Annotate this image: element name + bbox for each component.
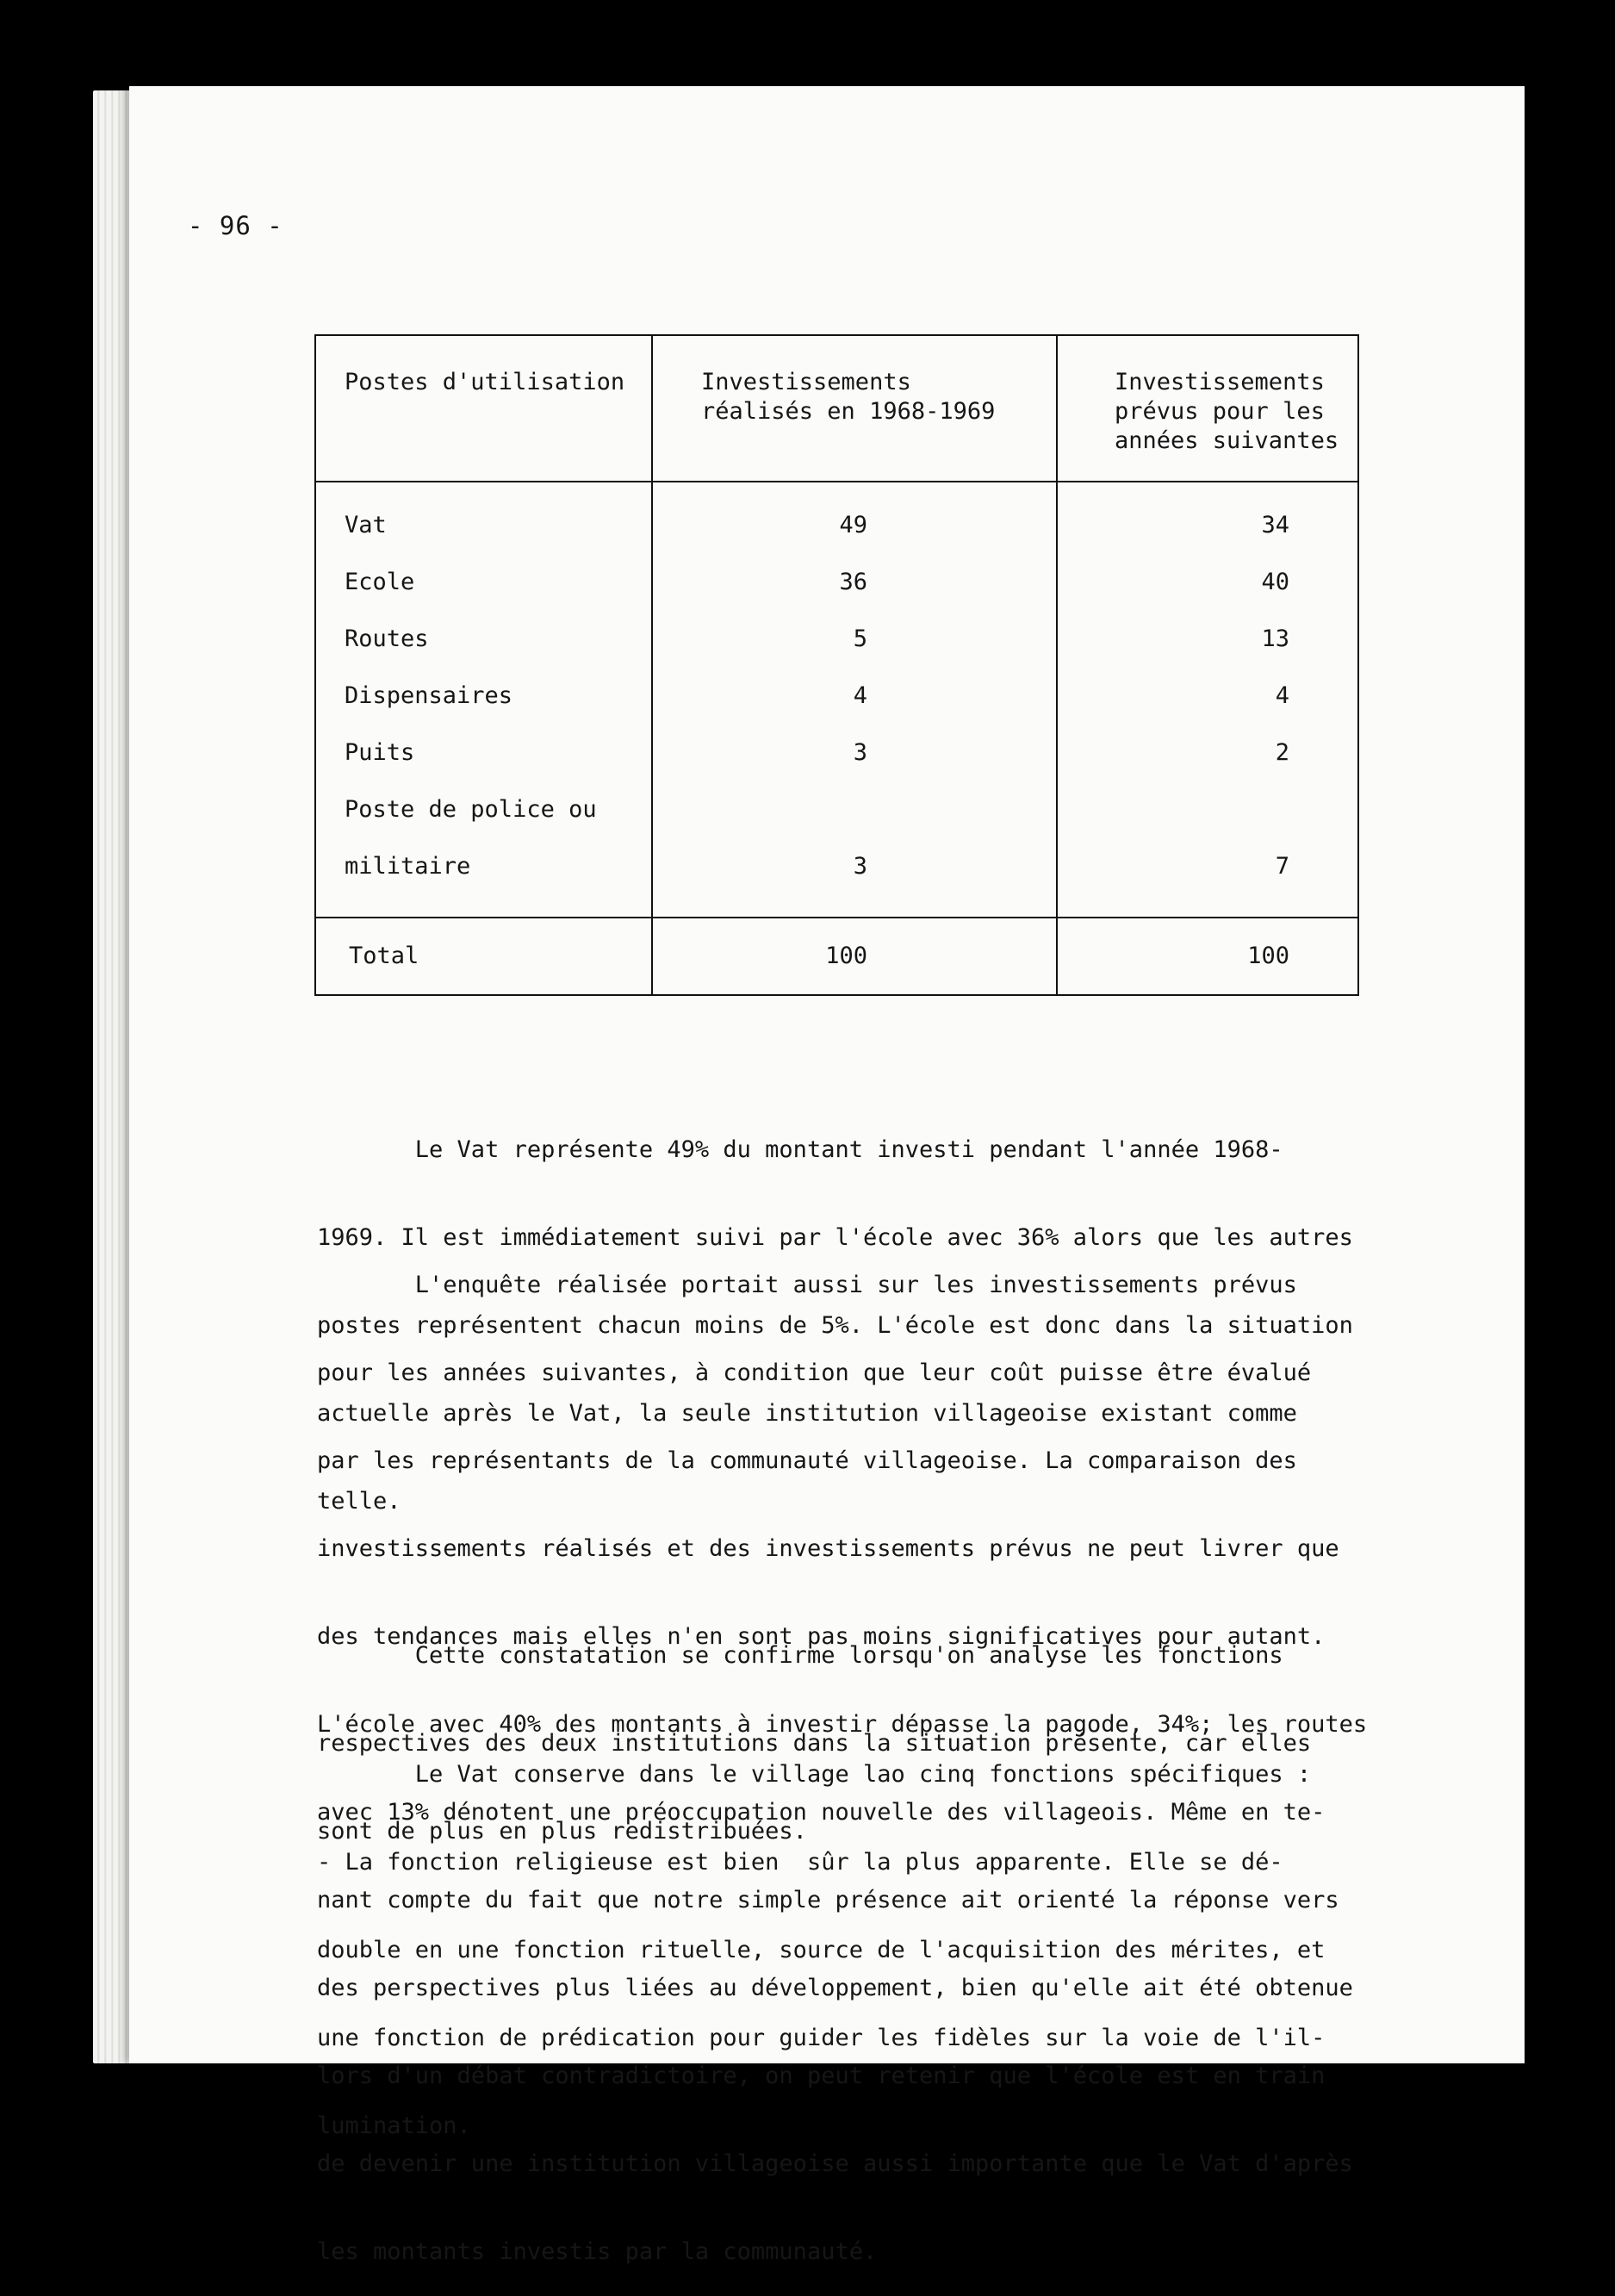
row-value-realises: 3 xyxy=(853,853,867,880)
text-line: double en une fonction rituelle, source de l'acquisition des mérites, et xyxy=(317,1937,1326,1963)
row-value-realises: 4 xyxy=(853,682,867,709)
column-divider xyxy=(1056,336,1058,994)
header-prevus-line3: années suivantes xyxy=(1115,427,1339,454)
text-line: 1969. Il est immédiatement suivi par l'école avec 36% alors que les autres xyxy=(317,1224,1353,1251)
text-line: Le Vat conserve dans le village lao cinq fonctions spécifiques : xyxy=(317,1761,1312,1788)
text-line: lors d'un débat contradictoire, on peut retenir que l'école est en train xyxy=(317,2063,1326,2089)
text-line: nant compte du fait que notre simple présence ait orienté la réponse vers xyxy=(317,1887,1339,1913)
page-number: - 96 - xyxy=(188,211,283,240)
row-label-puits: Puits xyxy=(345,739,415,766)
text-line: une fonction de prédication pour guider les fidèles sur la voie de l'il- xyxy=(317,2025,1326,2051)
text-line: telle. xyxy=(317,1488,401,1515)
text-line: respectives des deux institutions dans la situation présente, car elles xyxy=(317,1730,1312,1757)
header-postes: Postes d'utilisation xyxy=(345,369,625,395)
row-label-ecole: Ecole xyxy=(345,569,415,595)
row-label-police-line1: Poste de police ou xyxy=(345,796,597,823)
text-line: sont de plus en plus redistribuées. xyxy=(317,1818,807,1845)
total-prevus: 100 xyxy=(1247,943,1289,969)
row-label-police-line2: militaire xyxy=(345,853,471,880)
row-value-realises: 36 xyxy=(839,569,867,595)
column-divider xyxy=(651,336,653,994)
row-value-prevus: 2 xyxy=(1275,739,1289,766)
text-line: postes représentent chacun moins de 5%. L'école est donc dans la situation xyxy=(317,1312,1353,1339)
header-divider xyxy=(316,481,1357,482)
text-line: par les représentants de la communauté villageoise. La comparaison des xyxy=(317,1447,1297,1474)
row-value-prevus: 13 xyxy=(1261,625,1289,652)
row-label-vat: Vat xyxy=(345,512,387,538)
investment-table xyxy=(314,334,1359,996)
text-line: pour les années suivantes, à condition que leur coût puisse être évalué xyxy=(317,1360,1312,1386)
header-realises-line1: Investissements xyxy=(701,369,911,395)
row-label-dispensaires: Dispensaires xyxy=(345,682,513,709)
total-label: Total xyxy=(349,943,419,969)
total-divider xyxy=(316,917,1357,918)
text-line: L'enquête réalisée portait aussi sur les investissements prévus xyxy=(317,1272,1297,1298)
row-value-realises: 49 xyxy=(839,512,867,538)
row-value-realises: 5 xyxy=(853,625,867,652)
text-line: lumination. xyxy=(317,2112,471,2139)
text-line: Cette constatation se confirme lorsqu'on analyse les fonctions xyxy=(317,1642,1283,1669)
total-realises: 100 xyxy=(825,943,867,969)
header-prevus-line1: Investissements xyxy=(1115,369,1325,395)
row-value-realises: 3 xyxy=(853,739,867,766)
text-line: - La fonction religieuse est bien sûr la plus apparente. Elle se dé- xyxy=(317,1849,1283,1876)
header-prevus-line2: prévus pour les xyxy=(1115,398,1325,425)
text-line: investissements réalisés et des investissements prévus ne peut livrer que xyxy=(317,1535,1339,1562)
text-line: Le Vat représente 49% du montant investi pendant l'année 1968- xyxy=(317,1136,1283,1163)
paragraph-4 xyxy=(317,1702,1368,2170)
row-value-prevus: 7 xyxy=(1275,853,1289,880)
text-line: des perspectives plus liées au développement, bien qu'elle ait été obtenue xyxy=(317,1975,1353,2001)
header-realises-line2: réalisés en 1968-1969 xyxy=(701,398,996,425)
text-line: de devenir une institution villageoise aussi importante que le Vat d'après xyxy=(317,2150,1353,2177)
row-value-prevus: 4 xyxy=(1275,682,1289,709)
row-value-prevus: 40 xyxy=(1261,569,1289,595)
row-value-prevus: 34 xyxy=(1261,512,1289,538)
text-line: actuelle après le Vat, la seule institution villageoise existant comme xyxy=(317,1400,1297,1427)
text-line: L'école avec 40% des montants à investir dépasse la pagode, 34%; les routes xyxy=(317,1711,1368,1738)
text-line: avec 13% dénotent une préoccupation nouvelle des villageois. Même en te- xyxy=(317,1799,1326,1826)
row-label-routes: Routes xyxy=(345,625,429,652)
text-line: les montants investis par la communauté. xyxy=(317,2238,878,2265)
text-line: des tendances mais elles n'en sont pas moins significatives pour autant. xyxy=(317,1623,1326,1650)
